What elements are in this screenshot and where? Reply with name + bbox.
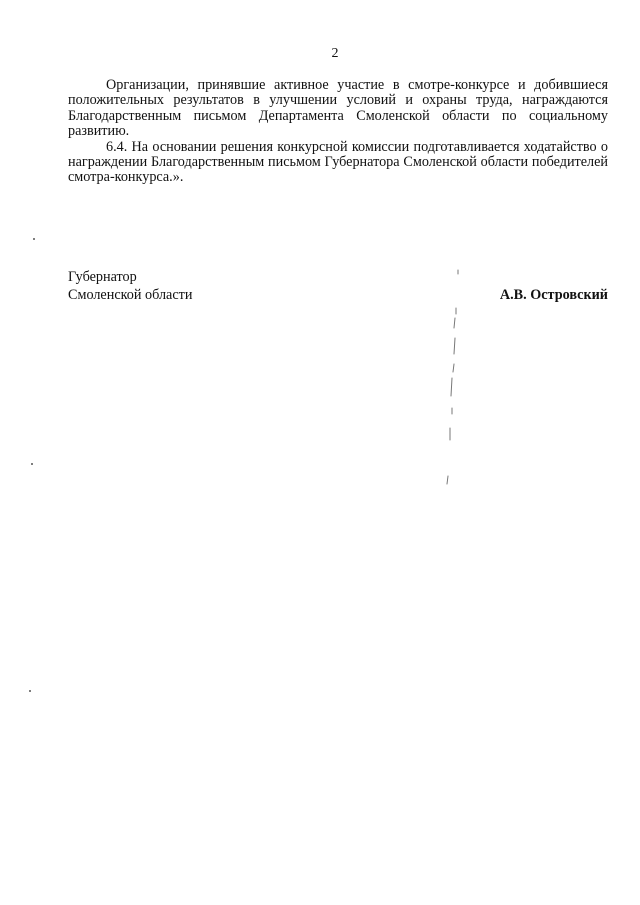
signature-block: [68, 268, 608, 308]
signatory-name: А.В. Островский: [499, 287, 608, 303]
signature-trace: [438, 268, 468, 498]
paragraph-6-4: 6.4. На основании решения конкурсной комиссии подготавливается ходатайство о награждении Благодарственным письмом Губернатора Смоленской области победителей смотра-конкурса.».: [68, 138, 608, 186]
signatory-position: [68, 268, 192, 304]
scan-mark-1: [33, 238, 35, 240]
document-body: [68, 78, 608, 186]
scan-mark-2: [31, 463, 33, 465]
signatory-position-line1: Губернатор: [68, 269, 137, 285]
scan-mark-3: [29, 690, 31, 692]
page-number: 2: [331, 46, 339, 61]
signatory-position-line2: Смоленской области: [68, 287, 193, 303]
paragraph-awards: Организации, принявшие активное участие в смотре-конкурсе и добившиеся положительных результатов в улучшении условий и охраны труда, награждаются Благодарственным письмом Департамента Смоленской области по социальному развитию.: [68, 77, 608, 140]
